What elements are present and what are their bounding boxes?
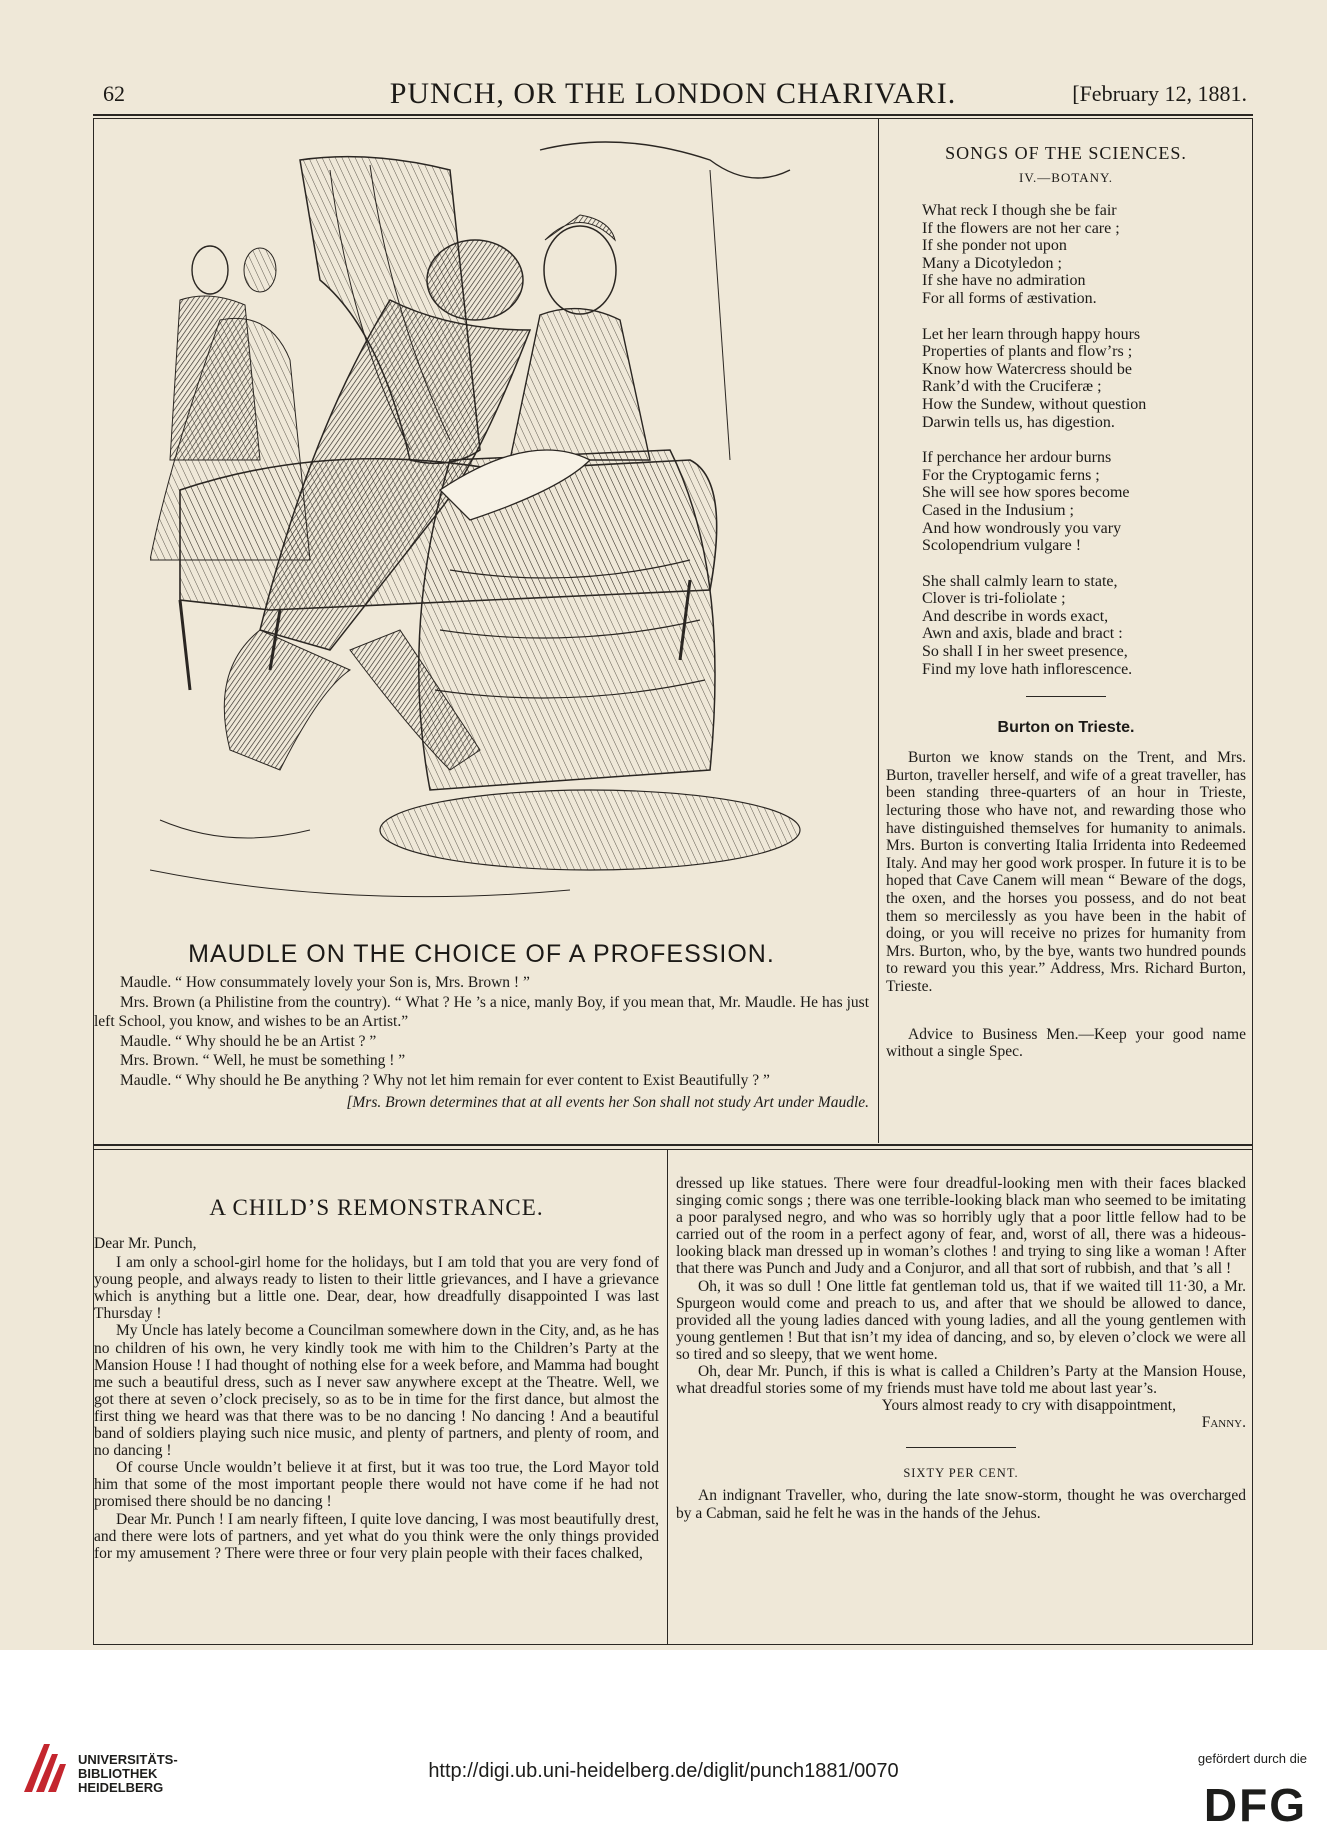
- poem-line: And describe in words exact,: [922, 607, 1109, 625]
- header-rule-thin: [93, 118, 1253, 119]
- poem-line: For the Cryptogamic ferns ;: [922, 466, 1100, 484]
- poem-line: If the flowers are not her care ;: [922, 219, 1120, 237]
- poem-line: Scolopendrium vulgare !: [922, 537, 1082, 555]
- letter-paragraph: dressed up like statues. There were four dreadful-looking men with their faces blacked singing comic songs ; there was one terrible-looking black man who seemed to be imitating a poor paralysed negro, and who was so horribly ugly that a poor little fellow had to be carried out of the room in a perfect agony of fear, and, worst of all, there was a hideous-looking black man dressed up in woman’s clothes ! and trying to sing like a woman ! After that there was Punch and Judy and a Conjuror, and all that sort of rubbish, and that ’s all !: [676, 1175, 1246, 1278]
- section-divider-thin: [93, 1149, 1253, 1150]
- poem-line: Clover is tri-foliolate ;: [922, 590, 1066, 608]
- letter-closing: Yours almost ready to cry with disappointment,: [881, 1397, 1176, 1415]
- page-number: 62: [103, 81, 125, 106]
- dialog-line: Mrs. Brown (a Philistine from the country). “ What ? He ’s a nice, manly Boy, if you mean that, Mr. Maudle. He has just left School, you know, and wishes to be an Artist.”: [94, 993, 869, 1031]
- masthead-title: PUNCH, OR THE LONDON CHARIVARI.: [389, 77, 957, 110]
- letter-paragraph: Oh, it was so dull ! One little fat gentleman told us, that if we waited till 11·30, a Mr. Spurgeon would come and preach to us, and after that we should be allowed to dance, provided all the young ladies danced with young ladies, and all the young gentlemen with young gentlemen ! But that isn’t my idea of dancing, and so, by eleven o’clock we were all so tired and so sleepy, that we went home.: [676, 1277, 1246, 1363]
- dfg-logo: DFG: [1203, 1779, 1307, 1831]
- poem-line: Properties of plants and flow’rs ;: [922, 343, 1133, 361]
- letter-paragraph: Of course Uncle wouldn’t believe it at first, but it was too true, the Lord Mayor told him that some of the most important people there would not have come if he had not promised there should be no dancing !: [94, 1459, 659, 1511]
- issue-date: [February 12, 1881.: [1072, 81, 1247, 106]
- caption-note: [Mrs. Brown determines that at all events her Son shall not study Art under Maudle.: [346, 1093, 869, 1111]
- dialog-line: Mrs. Brown. “ Well, he must be something ! ”: [120, 1052, 406, 1070]
- poem-line: How the Sundew, without question: [922, 395, 1147, 413]
- column-divider-upper: [878, 118, 879, 1143]
- letter-signature: Fanny.: [1201, 1414, 1246, 1432]
- advice-paragraph: Advice to Business Men.—Keep your good name without a single Spec.: [886, 1025, 1246, 1061]
- page-header: [93, 77, 1253, 111]
- poem-line: If perchance her ardour burns: [922, 449, 1112, 467]
- poem-line: She shall calmly learn to state,: [922, 572, 1118, 590]
- rug: [380, 790, 800, 870]
- library-name-line: BIBLIOTHEK: [78, 1766, 158, 1781]
- digitization-footer: [0, 1650, 1327, 1841]
- sixty-body: An indignant Traveller, who, during the late snow-storm, thought he was overcharged by a Cabman, said he felt he was in the hands of the Jehus.: [676, 1487, 1246, 1522]
- letter-paragraph: Oh, dear Mr. Punch, if this is what is called a Children’s Party at the Mansion House, what dreadful stories some of my friends must have told me about last year’s.: [676, 1363, 1246, 1398]
- poem-line: Know how Watercress should be: [922, 360, 1132, 378]
- poem-line: If she ponder not upon: [922, 237, 1067, 255]
- column-divider-lower: [667, 1150, 668, 1644]
- separator-rule: [906, 1447, 1016, 1448]
- caption-dialog: [94, 973, 869, 1112]
- poem-line: Cased in the Indusium ;: [922, 501, 1074, 519]
- section-divider: [93, 1144, 1253, 1146]
- library-name-line: HEIDELBERG: [78, 1780, 164, 1795]
- childs-title: A CHILD’S REMONSTRANCE.: [209, 1195, 544, 1220]
- poem-stanza: [922, 202, 1246, 308]
- poem-line: Awn and axis, blade and bract :: [922, 625, 1123, 643]
- childs-remonstrance-right: [676, 1175, 1246, 1522]
- childs-remonstrance-left: [94, 1195, 659, 1562]
- header-rule: [93, 114, 1253, 116]
- library-name-line: UNIVERSITÄTS-: [78, 1752, 178, 1767]
- songs-title: SONGS OF THE SCIENCES.: [945, 143, 1187, 163]
- burton-body: Burton we know stands on the Trent, and Mrs. Burton, traveller herself, and wife of a great traveller, has been standing three-quarters of an hour in Trieste, lecturing those who have not, and rewarding those who have distinguished themselves for humanity to animals. Mrs. Burton is converting Italia Irridenta into Redeemed Italy. And may her good work prosper. In future it is to be hoped that Cave Canem will mean “ Beware of the dogs, the oxen, and the horses you possess, and do not beat them so mercilessly as you have been in the habit of doing, or you will receive no prizes for humanity from Mrs. Burton, who, by the bye, wants two hundred pounds to reward you this year.” Address, Mrs. Richard Burton, Trieste.: [886, 749, 1246, 995]
- dialog-line: Maudle. “ How consummately lovely your Son is, Mrs. Brown ! ”: [120, 974, 530, 991]
- letter-paragraph: I am only a school-girl home for the holidays, but I am told that you are very fond of young people, and always ready to listen to their little grievances, and I have a grievance which is anything but a little one. Dear, dear, how dreadfully disappointed I was last Thursday !: [94, 1254, 659, 1323]
- poem-line: What reck I though she be fair: [922, 202, 1117, 219]
- burton-title: Burton on Trieste.: [997, 719, 1135, 737]
- funding-note: gefördert durch die: [1197, 1751, 1307, 1766]
- poem-line: And how wondrously you vary: [922, 519, 1122, 537]
- letter-paragraph: My Uncle has lately become a Councilman somewhere down in the City, and, as he has no children of his own, he very kindly took me with him to the Children’s Party at the Mansion House ! I had thought of nothing else for a week before, and Mamma had bought me such a beautiful dress, such as I never saw anywhere except at the Theatre. Well, we got there at seven o’clock precisely, so as to be in time for the first dance, but almost the first thing we heard was that there was to be no dancing ! No dancing ! And a beautiful band of soldiers playing such nice music, and plenty of partners, and plenty of room, and no dancing !: [94, 1322, 659, 1460]
- poem-line: Find my love hath inflorescence.: [922, 660, 1133, 678]
- poem-line: Many a Dicotyledon ;: [922, 254, 1062, 272]
- poem-line: Let her learn through happy hours: [922, 325, 1141, 343]
- poem-line: If she have no admiration: [922, 272, 1086, 290]
- separator-rule: [1026, 696, 1106, 697]
- poem-stanza: [922, 326, 1246, 432]
- poem-line: So shall I in her sweet presence,: [922, 643, 1128, 661]
- page-border-bottom: [93, 1644, 1253, 1645]
- page-border-right: [1252, 118, 1253, 1644]
- songs-subtitle: IV.—BOTANY.: [1019, 170, 1113, 185]
- right-column: [886, 143, 1246, 1061]
- letter-paragraph: Dear Mr. Punch ! I am nearly fifteen, I quite love dancing, I was most beautifully drest, and there were lots of partners, and yet what do you think were the only things provided for my amusement ? There were three or four very plain people with their faces chalked,: [94, 1510, 659, 1562]
- poem-line: Darwin tells us, has digestion.: [922, 413, 1115, 431]
- dialog-line: Maudle. “ Why should he Be anything ? Why not let him remain for ever content to Exist Beautifully ? ”: [120, 1071, 770, 1089]
- poem-line: For all forms of æstivation.: [922, 289, 1097, 307]
- poem-stanza: [922, 449, 1246, 555]
- caption-title: MAUDLE ON THE CHOICE OF A PROFESSION.: [188, 940, 775, 968]
- poem-line: She will see how spores become: [922, 484, 1130, 502]
- botany-poem: [922, 202, 1246, 678]
- source-url-link[interactable]: http://digi.ub.uni-heidelberg.de/diglit/punch1881/0070: [428, 1760, 899, 1782]
- poem-line: Rank’d with the Cruciferæ ;: [922, 378, 1102, 396]
- salutation: Dear Mr. Punch,: [94, 1235, 197, 1252]
- poem-stanza: [922, 573, 1246, 679]
- sixty-title: SIXTY PER CENT.: [903, 1466, 1019, 1481]
- maudle-illustration: [150, 130, 872, 930]
- dialog-line: Maudle. “ Why should he be an Artist ? ”: [120, 1032, 377, 1050]
